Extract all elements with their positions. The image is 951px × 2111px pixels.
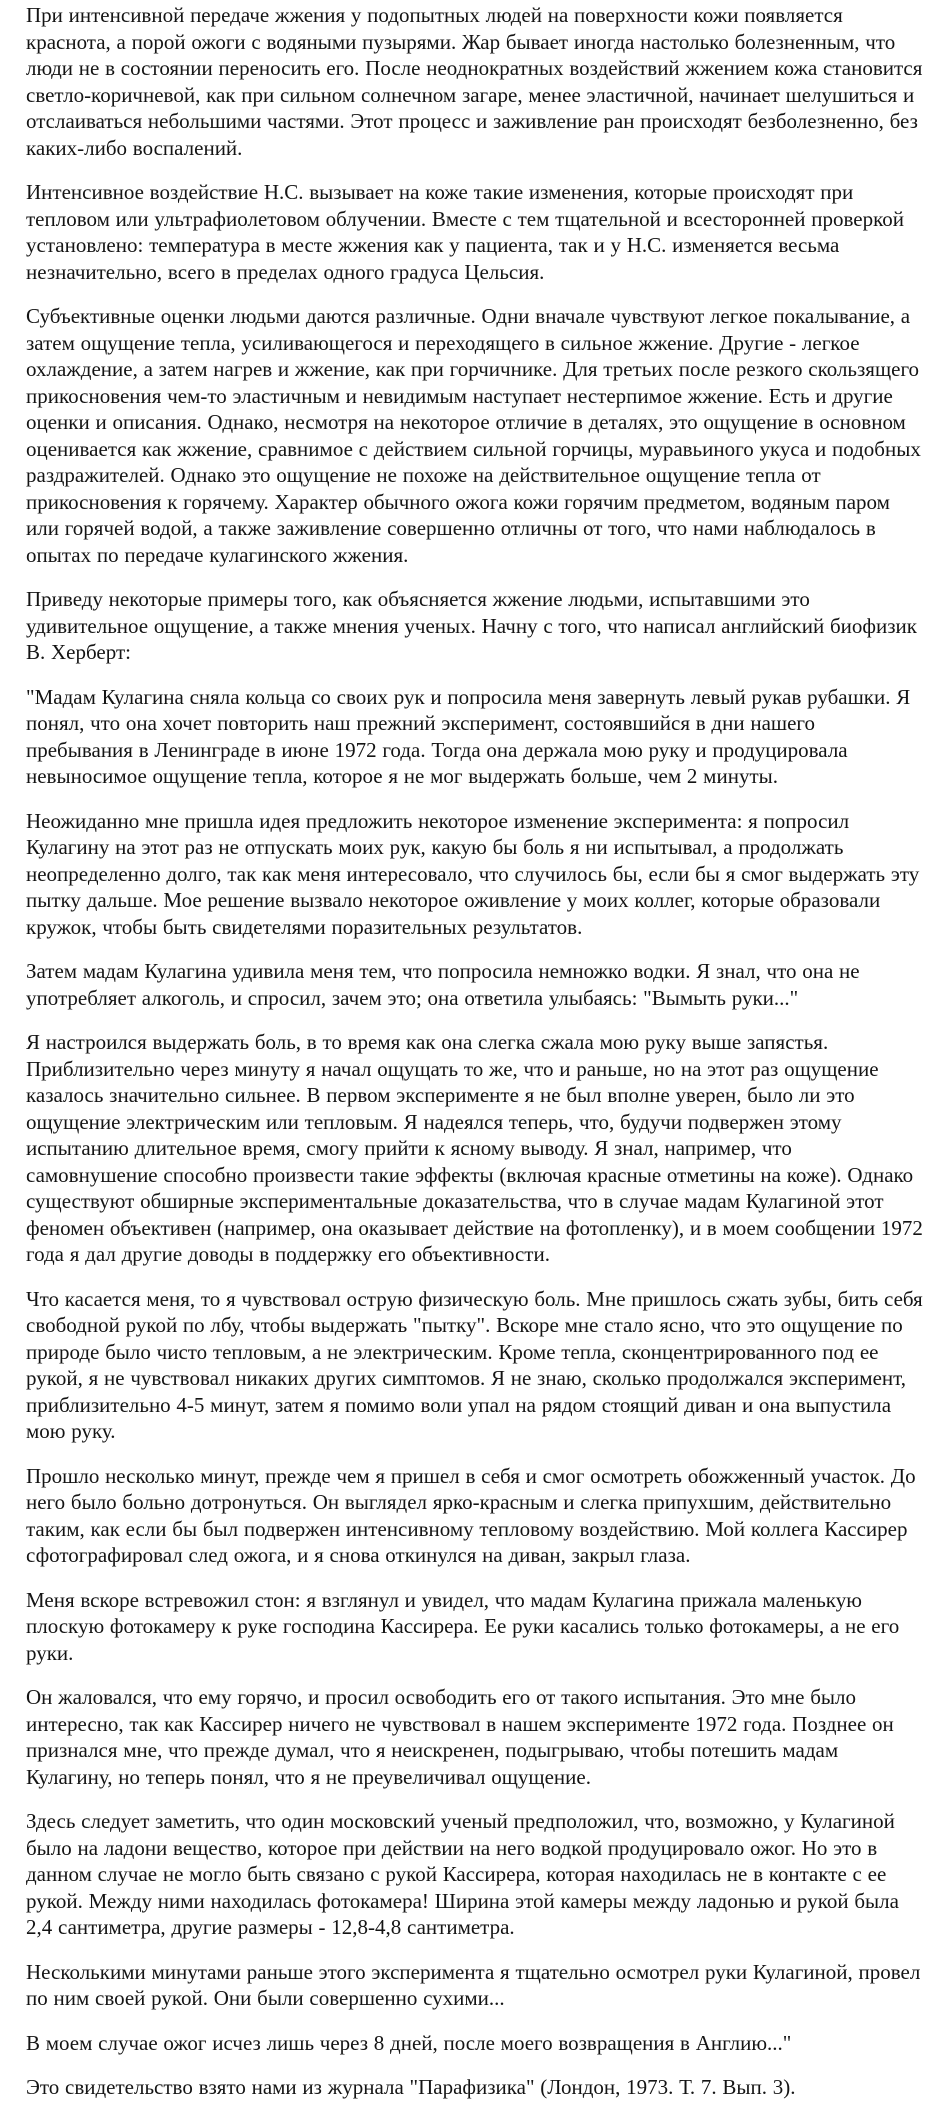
paragraph: При интенсивной передаче жжения у подопытных людей на поверхности кожи появляется краснота, а порой ожоги с водяными пузырями. Жар бывает иногда настолько болезненным, что люди не в состоянии переносить его. После неоднократных воздействий жжением кожа становится светло-коричневой, как при сильном солнечном загаре, менее эластичной, начинает шелушиться и отслаиваться небольшими частями. Этот процесс и заживление ран происходят безболезненно, без каких-либо воспалений. (26, 3, 923, 160)
paragraph: Меня вскоре встревожил стон: я взглянул и увидел, что мадам Кулагина прижала маленькую плоскую фотокамеру к руке господина Кассирера. Ее руки касались только фотокамеры, а не его руки. (26, 1587, 900, 1665)
paragraph: Я настроился выдержать боль, в то время как она слегка сжала мою руку выше запястья. Приблизительно через минуту я начал ощущать то же, что и раньше, но на этот раз ощущение казалось значительно сильнее. В первом эксперименте я не был вполне уверен, было ли это ощущение электрическим или тепловым. Я надеялся теперь, что, будучи подвержен этому испытанию длительное время, смогу прийти к ясному выводу. Я знал, например, что самовнушение способно произвести такие эффекты (включая красные отметины на коже). Однако существуют обширные экспериментальные доказательства, что в случае мадам Кулагиной этот феномен объективен (например, она оказывает действие на фотопленку), и в моем сообщении 1972 года я дал другие доводы в поддержку его объективности. (26, 1030, 923, 1266)
paragraph: Что касается меня, то я чувствовал острую физическую боль. Мне пришлось сжать зубы, бить себя свободной рукой по лбу, чтобы выдержать "пытку". Вскоре мне стало ясно, что это ощущение по природе было чисто тепловым, а не электрическим. Кроме тепла, сконцентрированного под ее рукой, я не чувствовал никаких других симптомов. Я не знаю, сколько продолжался эксперимент, приблизительно 4-5 минут, затем я помимо воли упал на рядом стоящий диван и она выпустила мою руку. (26, 1286, 923, 1443)
paragraph: Прошло несколько минут, прежде чем я пришел в себя и смог осмотреть обожженный участок. До него было больно дотронуться. Он выглядел ярко-красным и слегка припухшим, действительно таким, как если бы был подвержен интенсивному тепловому воздействию. Мой коллега Кассирер сфотографировал след ожога, и я снова откинулся на диван, закрыл глаза. (26, 1463, 916, 1567)
paragraph: Приведу некоторые примеры того, как объясняется жжение людьми, испытавшими это удивительное ощущение, а также мнения ученых. Начну с того, что написал английский биофизик В. Херберт: (26, 587, 917, 664)
paragraph: Субъективные оценки людьми даются различные. Одни вначале чувствуют легкое покалывание, а затем ощущение тепла, усиливающегося и переходящего в сильное жжение. Другие - легкое охлаждение, а затем нагрев и жжение, как при горчичнике. Для третьих после резкого скользящего прикосновения чем-то эластичным и невидимым наступает нестерпимое жжение. Есть и другие оценки и описания. Однако, несмотря на некоторое отличие в деталях, это ощущение в основном оценивается как жжение, сравнимое с действием сильной горчицы, муравьиного укуса и подобных раздражителей. Однако это ощущение не похоже на действительное ощущение тепла от прикосновения к горячему. Характер обычного ожога кожи горячим предметом, водяным паром или горячей водой, а также заживление совершенно отличны от того, что нами наблюдалось в опытах по передаче кулагинского жжения. (26, 304, 921, 567)
paragraph: Несколькими минутами раньше этого эксперимента я тщательно осмотрел руки Кулагиной, провел по ним своей рукой. Они были совершенно сухими... (26, 1959, 921, 2010)
paragraph: "Мадам Кулагина сняла кольца со своих рук и попросила меня завернуть левый рукав рубашки. Я понял, что она хочет повторить наш прежний эксперимент, состоявшийся в дни нашего пребывания в Ленинграде в июне 1972 года. Тогда она держала мою руку и продуцировала невыносимое ощущение тепла, которое я не мог выдержать больше, чем 2 минуты. (26, 684, 911, 788)
paragraph: Здесь следует заметить, что один московский ученый предположил, что, возможно, у Кулагиной было на ладони вещество, которое при действии на него водкой продуцировало ожог. Но это в данном случае не могло быть связано с рукой Кассирера, которая находилась не в контакте с ее рукой. Между ними находилась фотокамера! Ширина этой камеры между ладонью и рукой была 2,4 сантиметра, другие размеры - 12,8-4,8 сантиметра. (26, 1809, 899, 1939)
paragraph: Это свидетельство взято нами из журнала "Парафизика" (Лондон, 1973. Т. 7. Вып. 3). (26, 2075, 796, 2099)
paragraph: В моем случае ожог исчез лишь через 8 дней, после моего возвращения в Англию..." (26, 2030, 792, 2055)
paragraph: Неожиданно мне пришла идея предложить некоторое изменение эксперимента: я попросил Кулагину на этот раз не отпускать моих рук, какую бы боль я ни испытывал, а продолжать неопределенно долго, так как меня интересовало, что случилось бы, если бы я смог выдержать эту пытку дальше. Мое решение вызвало некоторое оживление у моих коллег, которые образовали кружок, чтобы быть свидетелями поразительных результатов. (26, 808, 920, 939)
paragraph: Интенсивное воздействие Н.С. вызывает на коже такие изменения, которые происходят при тепловом или ультрафиолетовом облучении. Вместе с тем тщательной и всесторонней проверкой установлено: температура в месте жжения как у пациента, так и у Н.С. изменяется весьма незначительно, всего в пределах одного градуса Цельсия. (26, 180, 904, 284)
paragraph: Он жаловался, что ему горячо, и просил освободить его от такого испытания. Это мне было интересно, так как Кассирер ничего не чувствовал в нашем эксперименте 1972 года. Позднее он признался мне, что прежде думал, что я неискренен, подыгрываю, чтобы потешить мадам Кулагину, но теперь понял, что я не преувеличивал ощущение. (26, 1685, 894, 1789)
paragraph: Затем мадам Кулагина удивила меня тем, что попросила немножко водки. Я знал, что она не употребляет алкоголь, и спросил, зачем это; она ответила улыбаясь: "Вымыть руки..." (26, 959, 860, 1010)
